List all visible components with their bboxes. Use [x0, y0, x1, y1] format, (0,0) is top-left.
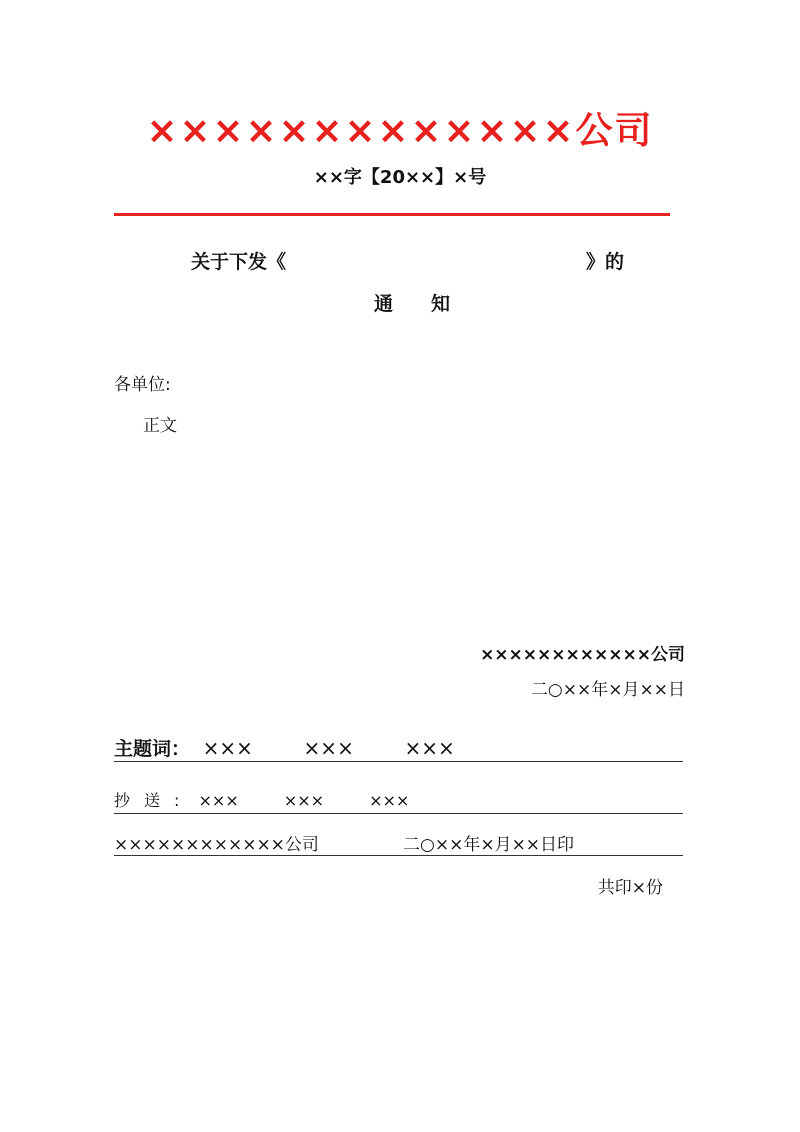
- body-text: 正文: [143, 416, 177, 436]
- notice-title-suffix: 》的: [586, 251, 625, 273]
- footer-rule: [114, 855, 683, 856]
- org-title: ×××××××××××××公司: [146, 109, 654, 152]
- keyword: ×××: [202, 736, 253, 760]
- cc-label: 抄送:: [114, 791, 194, 810]
- notice-title-line2: 通知: [374, 293, 489, 315]
- keywords-label: 主题词：: [114, 738, 191, 760]
- cc-item: ×××: [283, 791, 325, 810]
- footer-rule: [114, 813, 683, 814]
- notice-title-line1: [191, 247, 624, 274]
- notice-title-prefix: 关于下发《: [191, 251, 287, 273]
- recipient: 各单位:: [114, 375, 171, 395]
- keywords-line: [114, 734, 499, 761]
- document-number: ××字【20××】×号: [313, 167, 487, 188]
- copies-count: 共印×份: [597, 878, 663, 898]
- keyword: ×××: [303, 736, 354, 760]
- issuer-name: ××××××××××××公司: [480, 645, 685, 665]
- red-header-rule: [114, 213, 670, 216]
- cc-item: ×××: [198, 791, 239, 810]
- print-organization: ××××××××××××公司: [114, 835, 319, 855]
- print-date: 二○××年×月××日印: [403, 835, 575, 855]
- cc-item: ×××: [369, 791, 410, 810]
- footer-rule: [114, 761, 683, 762]
- issue-date: 二○××年×月××日: [530, 680, 685, 700]
- keyword: ×××: [404, 736, 455, 760]
- cc-line: [114, 788, 449, 811]
